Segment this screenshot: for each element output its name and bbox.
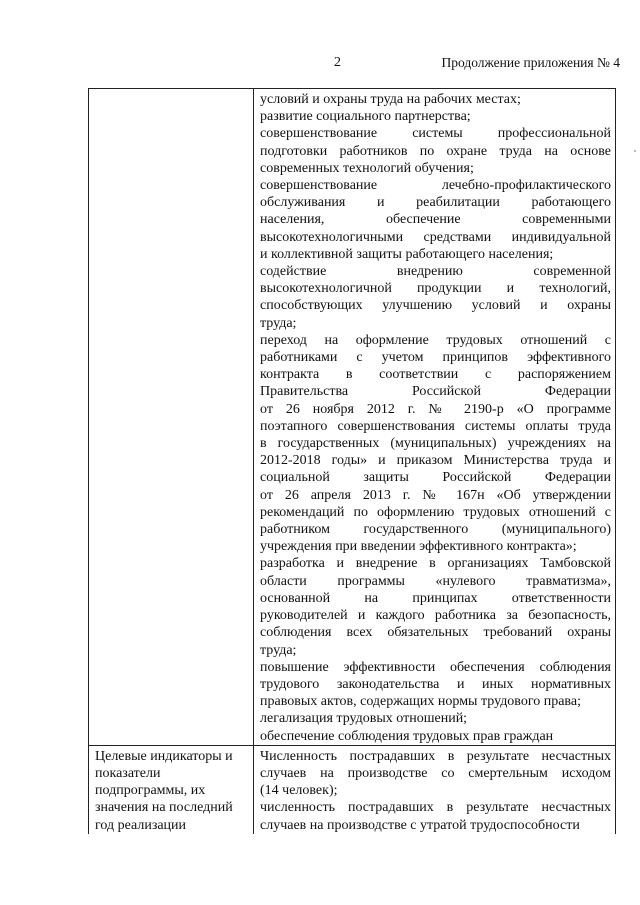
target-indicators-content: [254, 746, 615, 834]
target-indicators-label: [89, 746, 253, 834]
text-line: легализация трудовых отношений;: [260, 711, 468, 727]
table-row: [89, 745, 616, 834]
text-line: соблюдения всех обязательных требований охраны: [260, 625, 611, 641]
text-line: труда;: [260, 315, 297, 331]
text-line: руководителей и каждого работника за безопасность,: [260, 608, 611, 624]
text-line: (14 человек);: [260, 783, 338, 799]
text-line: значения на последний: [95, 800, 233, 816]
text-line: год реализации: [95, 817, 187, 833]
table-row: [89, 89, 616, 746]
text-line: содействие внедрению современной: [260, 264, 611, 280]
text-line: современных технологий обучения;: [260, 160, 474, 176]
text-line: трудового законодательства и иных нормативных: [260, 676, 611, 692]
text-line: рекомендаций по оформлению трудовых отношений с: [260, 504, 611, 520]
text-line: развитие социального партнерства;: [260, 109, 471, 125]
row1-content-cell: [254, 89, 616, 746]
text-line: показатели: [95, 765, 161, 781]
text-line: основанной на принципах ответственности: [260, 590, 611, 606]
text-line: от 26 апреля 2013 г. № 167н «Об утверждении: [260, 487, 611, 503]
text-line: условий и охраны труда на рабочих местах;: [260, 92, 521, 107]
text-line: переход на оформление трудовых отношений с: [260, 332, 611, 348]
text-line: и коллективной защиты работающего населения;: [260, 246, 554, 262]
text-line: подготовки работников по охране труда на основе: [260, 143, 611, 159]
scan-speck: [634, 150, 636, 152]
text-line: совершенствование системы профессиональной: [260, 126, 611, 142]
text-line: от 26 ноября 2012 г. № 2190-р «О программе: [260, 401, 611, 417]
text-line: высокотехнологичными средствами индивидуальной: [260, 229, 611, 245]
text-line: обеспечение соблюдения трудовых прав граждан: [260, 728, 554, 744]
appendix-label: Продолжение приложения № 4: [441, 55, 620, 70]
row2-content-cell: [254, 745, 616, 834]
text-line: численность пострадавших в результате несчастных: [260, 800, 611, 816]
text-line: обслуживания и реабилитации работающего: [260, 195, 611, 211]
text-line: работником государственного (муниципального): [260, 522, 611, 538]
text-line: случаев на производстве с утратой трудоспособности: [260, 817, 580, 833]
text-line: населения, обеспечение современными: [260, 212, 611, 228]
text-line: Правительства Российской Федерации: [260, 384, 611, 400]
text-line: области программы «нулевого травматизма»,: [260, 573, 611, 589]
text-line: Численность пострадавших в результате несчастных: [260, 748, 611, 764]
text-line: труда;: [260, 642, 297, 658]
text-line: подпрограммы, их: [95, 783, 206, 799]
row1-label-cell: [89, 89, 254, 746]
text-line: разработка и внедрение в организациях Тамбовской: [260, 556, 611, 572]
text-line: высокотехнологичной продукции и технологий,: [260, 281, 611, 297]
text-line: в государственных (муниципальных) учреждениях на: [260, 436, 611, 452]
text-line: 2012-2018 годы» и приказом Министерства труда и: [260, 453, 611, 469]
row1-content: [254, 89, 615, 745]
row1-label: [89, 89, 253, 91]
text-line: учреждения при введении эффективного контракта»;: [260, 539, 577, 555]
text-line: социальной защиты Российской Федерации: [260, 470, 611, 486]
row2-label-cell: [89, 745, 254, 834]
text-line: случаев на производстве со смертельным исходом: [260, 765, 611, 781]
text-line: повышение эффективности обеспечения соблюдения: [260, 659, 611, 675]
program-table: [88, 88, 616, 834]
text-line: контракта в соответствии с распоряжением: [260, 367, 611, 383]
text-line: способствующих улучшению условий и охраны: [260, 298, 611, 314]
text-line: совершенствование лечебно-профилактического: [260, 178, 611, 194]
text-line: работниками с учетом принципов эффективного: [260, 350, 611, 366]
text-line: правовых актов, содержащих нормы трудового права;: [260, 694, 581, 710]
page-number: 2: [334, 55, 341, 70]
text-line: Целевые индикаторы и: [95, 748, 233, 764]
text-line: поэтапного совершенствования системы оплаты труда: [260, 418, 611, 434]
